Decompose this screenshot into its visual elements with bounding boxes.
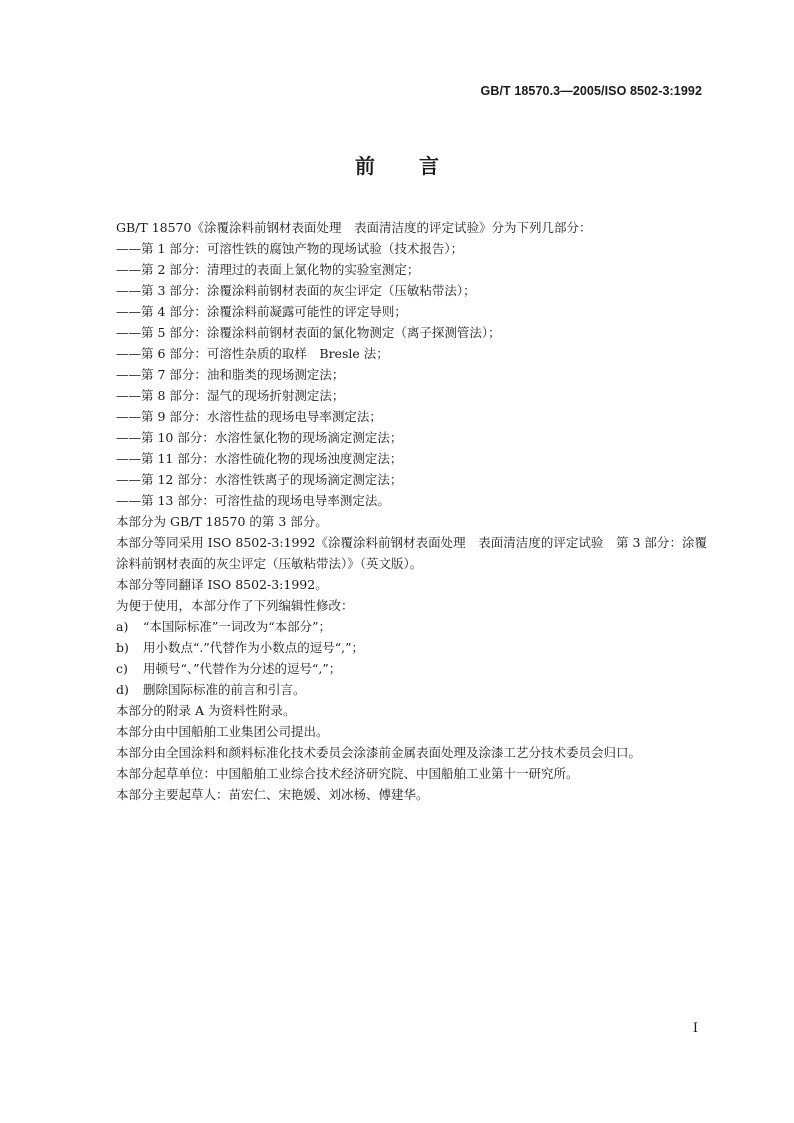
adoption-paragraph: 本部分等同采用 ISO 8502-3:1992《涂覆涂料前钢材表面处理 表面清洁度的评定试验 第 3 部分：涂覆涂料前钢材表面的灰尘评定（压敏粘带法）》（英文版）。 xyxy=(116,535,707,571)
annex-paragraph: 本部分的附录 A 为资料性附录。 xyxy=(116,703,296,718)
part-item: ——第 8 部分：湿气的现场折射测定法； xyxy=(116,388,345,403)
intro-paragraph: GB/T 18570《涂覆涂料前钢材表面处理 表面清洁度的评定试验》分为下列几部分： xyxy=(116,220,592,235)
page-number: I xyxy=(692,1021,698,1036)
edits-intro-paragraph: 为便于使用，本部分作了下列编辑性修改： xyxy=(116,598,354,613)
part-of-paragraph: 本部分为 GB/T 18570 的第 3 部分。 xyxy=(116,514,328,529)
part-item: ——第 9 部分：水溶性盐的现场电导率测定法； xyxy=(116,409,382,424)
part-item: ——第 5 部分：涂覆涂料前钢材表面的氯化物测定（离子探测管法）； xyxy=(116,325,501,340)
centralized-paragraph: 本部分由全国涂料和颜料标准化技术委员会涂漆前金属表面处理及涂漆工艺分技术委员会归口。 xyxy=(116,745,642,760)
part-item: ——第 11 部分：水溶性硫化物的现场浊度测定法； xyxy=(116,451,403,466)
edit-item xyxy=(89,658,707,679)
part-item: ——第 10 部分：水溶性氯化物的现场滴定测定法； xyxy=(116,430,403,445)
part-item: ——第 1 部分：可溶性铁的腐蚀产物的现场试验（技术报告）； xyxy=(116,241,464,256)
edit-text: 用小数点“.”代替作为小数点的逗号“,”； xyxy=(143,640,365,655)
edit-marker: b) xyxy=(116,640,129,655)
page-title: 前言 xyxy=(355,154,483,178)
edit-item xyxy=(89,616,707,637)
proposed-paragraph: 本部分由中国船舶工业集团公司提出。 xyxy=(116,724,329,739)
edit-marker: a) xyxy=(116,619,129,634)
part-item: ——第 3 部分：涂覆涂料前钢材表面的灰尘评定（压敏粘带法）； xyxy=(116,283,476,298)
edit-item xyxy=(89,679,707,700)
edit-text: “本国际标准”一词改为“本部分”； xyxy=(143,619,332,634)
edit-marker: d) xyxy=(116,682,129,697)
edit-marker: c) xyxy=(116,661,128,676)
part-item: ——第 12 部分：水溶性铁离子的现场滴定测定法； xyxy=(116,472,403,487)
part-item: ——第 4 部分：涂覆涂料前凝露可能性的评定导则； xyxy=(116,304,407,319)
drafting-units-paragraph: 本部分起草单位：中国船舶工业综合技术经济研究院、中国船舶工业第十一研究所。 xyxy=(116,766,579,781)
standard-code: GB/T 18570.3—2005/ISO 8502-3:1992 xyxy=(480,84,702,98)
edit-text: 用顿号“、”代替作为分述的逗号“,”； xyxy=(143,661,342,676)
edit-text: 删除国际标准的前言和引言。 xyxy=(143,682,306,697)
drafters-paragraph: 本部分主要起草人：苗宏仁、宋艳媛、刘冰杨、傅建华。 xyxy=(116,787,429,802)
part-item: ——第 13 部分：可溶性盐的现场电导率测定法。 xyxy=(116,493,390,508)
edit-item xyxy=(89,637,707,658)
part-item: ——第 6 部分：可溶性杂质的取样 Bresle 法； xyxy=(116,346,389,361)
part-item: ——第 2 部分：清理过的表面上氯化物的实验室测定； xyxy=(116,262,420,277)
document-body xyxy=(89,217,707,805)
part-item: ——第 7 部分：油和脂类的现场测定法； xyxy=(116,367,345,382)
translation-paragraph: 本部分等同翻译 ISO 8502-3:1992。 xyxy=(116,577,328,592)
